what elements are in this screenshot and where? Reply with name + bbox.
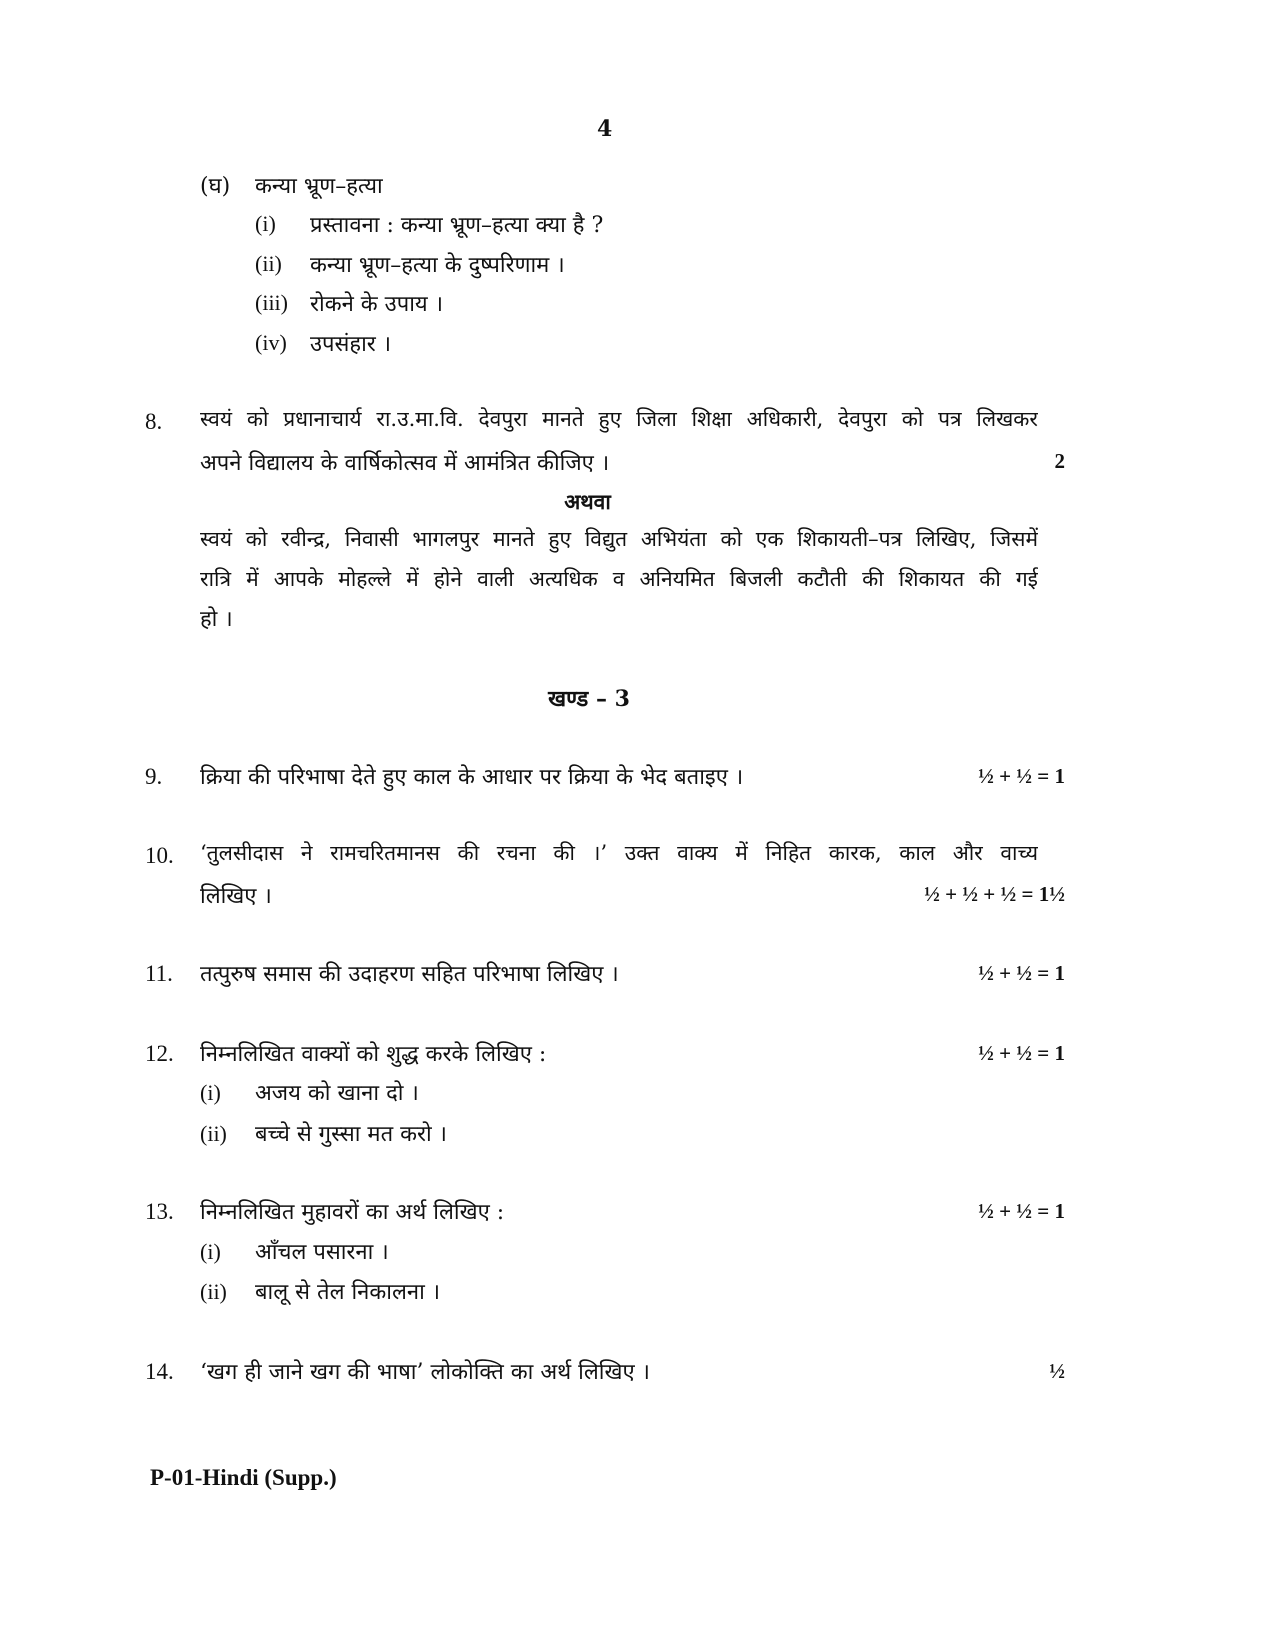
question-number: 12. [145, 1041, 174, 1066]
question-13-marks: ½ + ½ = 1 [978, 1199, 1065, 1223]
question-8-alt-line-3: हो । [200, 607, 233, 632]
question-10-marks: ½ + ½ + ½ = 1½ [924, 882, 1065, 906]
question-number: 10. [145, 843, 174, 868]
question-11-marks: ½ + ½ = 1 [978, 961, 1065, 985]
sub-item-num: (ii) [200, 1279, 227, 1304]
sub-item-num: (i) [200, 1080, 221, 1105]
question-11-text: तत्पुरुष समास की उदाहरण सहित परिभाषा लिखिए । [200, 962, 619, 987]
question-number: 13. [145, 1199, 174, 1224]
page-number: 4 [597, 116, 613, 142]
essay-point-text: कन्या भ्रूण–हत्या के दुष्परिणाम । [310, 253, 565, 278]
question-number: 8. [145, 409, 163, 434]
essay-point-text: रोकने के उपाय । [310, 292, 444, 317]
essay-option-label: (घ) [200, 174, 231, 199]
question-14-text: ‘खग ही जाने खग की भाषा’ लोकोक्ति का अर्थ लिखिए । [200, 1360, 650, 1385]
question-8-alt-line-2: रात्रि में आपके मोहल्ले में होने वाली अत्यधिक व अनियमित बिजली कटौती की शिकायत की गई [200, 567, 1038, 591]
essay-point-text: प्रस्तावना : कन्या भ्रूण–हत्या क्या है ? [310, 213, 604, 238]
essay-point-num: (iii) [255, 290, 288, 315]
question-10-line-2: लिखिए । [200, 884, 272, 909]
sub-item-text: बच्चे से गुस्सा मत करो । [255, 1122, 448, 1147]
question-number: 9. [145, 764, 163, 789]
question-9-marks: ½ + ½ = 1 [978, 764, 1065, 788]
section-heading: खण्ड – 3 [548, 686, 630, 712]
question-8-alt-line-1: स्वयं को रवीन्द्र, निवासी भागलपुर मानते हुए विद्युत अभियंता को एक शिकायती–पत्र लिखिए, जिसमें [200, 527, 1038, 551]
or-separator: अथवा [564, 489, 611, 514]
essay-point-text: उपसंहार । [310, 332, 392, 357]
question-12-text: निम्नलिखित वाक्यों को शुद्ध करके लिखिए : [200, 1042, 547, 1067]
question-14-marks: ½ [1049, 1359, 1065, 1383]
question-13-text: निम्नलिखित मुहावरों का अर्थ लिखिए : [200, 1200, 505, 1225]
essay-point-num: (i) [255, 211, 276, 236]
sub-item-text: अजय को खाना दो । [255, 1081, 419, 1106]
sub-item-text: आँचल पसारना । [255, 1240, 389, 1265]
question-number: 11. [145, 961, 173, 986]
question-8-line-2: अपने विद्यालय के वार्षिकोत्सव में आमंत्रित कीजिए । [200, 451, 610, 476]
sub-item-num: (i) [200, 1239, 221, 1264]
question-number: 14. [145, 1359, 174, 1384]
question-9-text: क्रिया की परिभाषा देते हुए काल के आधार पर क्रिया के भेद बताइए । [200, 765, 744, 790]
essay-point-num: (iv) [255, 330, 287, 355]
question-8-marks: 2 [1054, 449, 1065, 473]
essay-point-num: (ii) [255, 251, 282, 276]
question-8-line-1: स्वयं को प्रधानाचार्य रा.उ.मा.वि. देवपुरा मानते हुए जिला शिक्षा अधिकारी, देवपुरा को पत्र लिखकर [200, 407, 1038, 431]
sub-item-num: (ii) [200, 1121, 227, 1146]
question-10-line-1: ‘तुलसीदास ने रामचरितमानस की रचना की ।’ उक्त वाक्य में निहित कारक, काल और वाच्य [200, 841, 1038, 865]
essay-option-title: कन्या भ्रूण–हत्या [255, 174, 383, 199]
paper-code-footer: P-01-Hindi (Supp.) [150, 1465, 337, 1490]
sub-item-text: बालू से तेल निकालना । [255, 1280, 441, 1305]
question-12-marks: ½ + ½ = 1 [978, 1041, 1065, 1065]
